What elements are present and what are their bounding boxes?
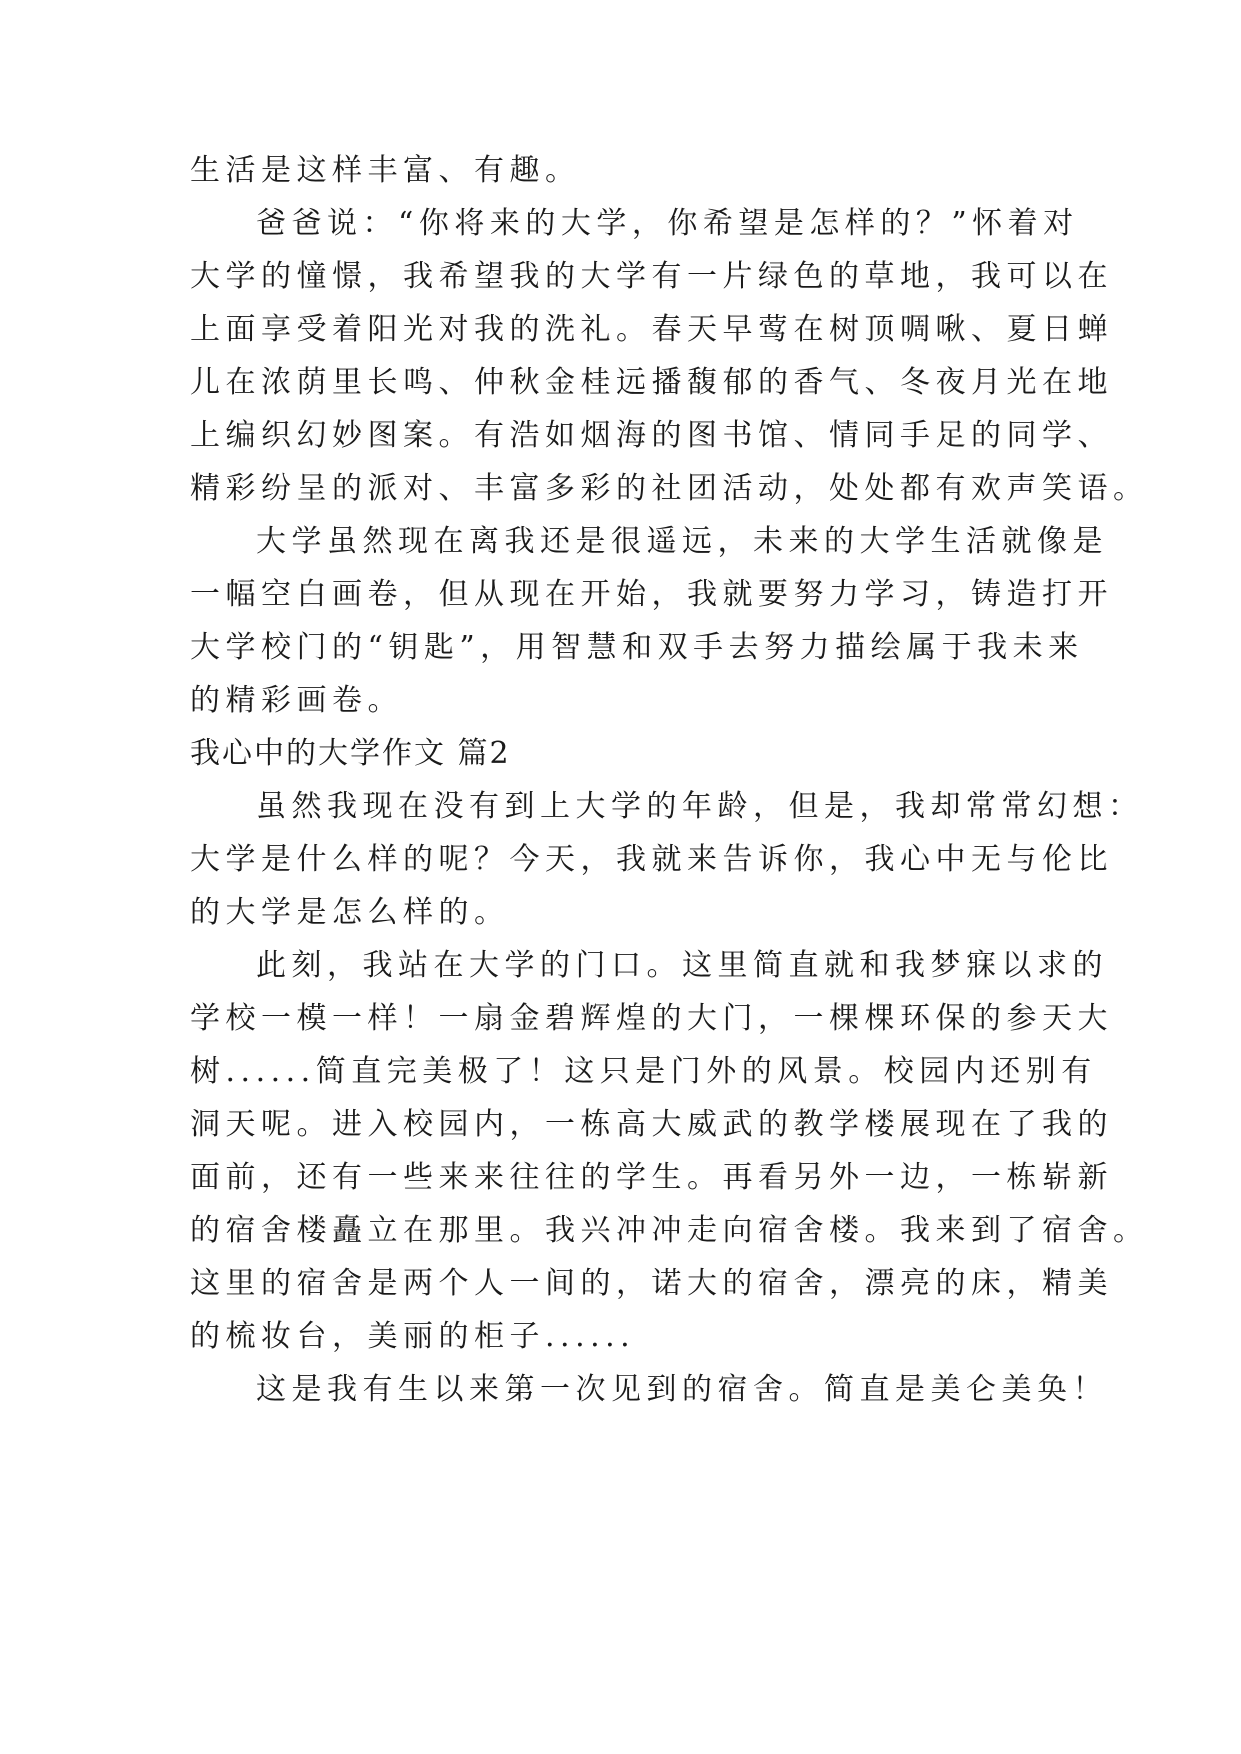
text-line: 的大学是怎么样的。 [190,895,510,930]
text-line: 大学校门的“钥匙”，用智慧和双手去努力描绘属于我未来 [190,630,1084,665]
text-line: 树......简直完美极了！这只是门外的风景。校园内还别有 [190,1054,1097,1089]
text-line: 上面享受着阳光对我的洗礼。春天早莺在树顶啁啾、夏日蝉 [190,312,1113,347]
text-line: 大学是什么样的呢？今天，我就来告诉你，我心中无与伦比 [190,842,1113,877]
text-line: 的梳妆台，美丽的柜子...... [190,1319,636,1354]
paragraph-start-line: 爸爸说：“你将来的大学，你希望是怎样的？”怀着对 [256,206,1079,241]
paragraph-start-line: 虽然我现在没有到上大学的年龄，但是，我却常常幻想： [256,789,1144,824]
text-line: 生活是这样丰富、有趣。 [190,153,581,188]
text-line: 大学的憧憬，我希望我的大学有一片绿色的草地，我可以在 [190,259,1113,294]
text-line: 这里的宿舍是两个人一间的，诺大的宿舍，漂亮的床，精美 [190,1266,1113,1301]
text-line: 上编织幻妙图案。有浩如烟海的图书馆、情同手足的同学、 [190,418,1113,453]
paragraph-start-line: 这是我有生以来第一次见到的宿舍。简直是美仑美奂！ [256,1372,1108,1407]
text-line: 的精彩画卷。 [190,683,403,718]
text-line: 的宿舍楼矗立在那里。我兴冲冲走向宿舍楼。我来到了宿舍。 [190,1213,1149,1248]
section-heading: 我心中的大学作文 篇2 [190,736,511,771]
text-line: 学校一模一样！一扇金碧辉煌的大门，一棵棵环保的参天大 [190,1001,1113,1036]
text-line: 精彩纷呈的派对、丰富多彩的社团活动，处处都有欢声笑语。 [190,471,1149,506]
paragraph-start-line: 此刻，我站在大学的门口。这里简直就和我梦寐以求的 [256,948,1108,983]
text-line: 一幅空白画卷，但从现在开始，我就要努力学习，铸造打开 [190,577,1113,612]
text-line: 儿在浓荫里长鸣、仲秋金桂远播馥郁的香气、冬夜月光在地 [190,365,1113,400]
text-line: 洞天呢。进入校园内，一栋高大威武的教学楼展现在了我的 [190,1107,1113,1142]
paragraph-start-line: 大学虽然现在离我还是很遥远，未来的大学生活就像是 [256,524,1108,559]
text-line: 面前，还有一些来来往往的学生。再看另外一边，一栋崭新 [190,1160,1113,1195]
